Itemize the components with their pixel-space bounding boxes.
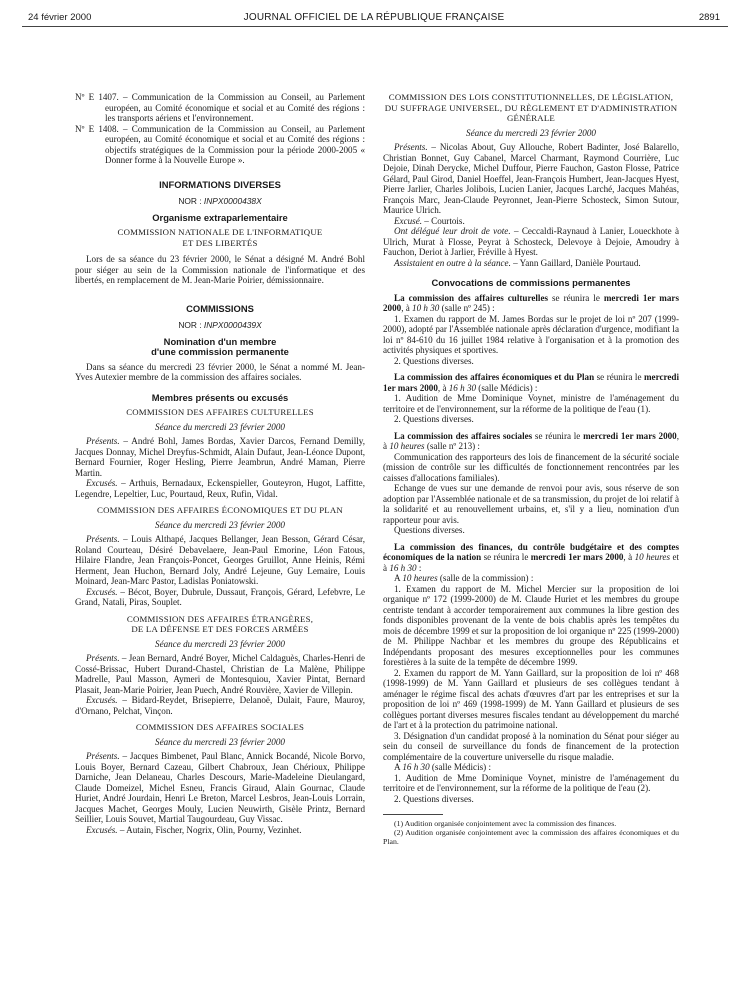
eco-commission-title: COMMISSION DES AFFAIRES ÉCONOMIQUES ET DU PLAN xyxy=(97,505,343,515)
commission-name: La commission des affaires culturelles xyxy=(394,292,549,303)
presents-list: – Jean Bernard, André Boyer, Michel Caldaguès, Charles-Henri de Cossé-Brissac, Hubert Durand-Chastel, Christian de La Malène, Philippe Madrelle, Paul Masson, Aymeri de Montesquiou, Xavier Pintat, Bernard Plasait, Jean-Marie Poirier, Jean Puech, André Rouvière, Xavier de Villepin. xyxy=(75,653,365,695)
presents-label: Présents. xyxy=(86,653,120,663)
item-e1407-text: – Communication de la Commission au Conseil, au Parlement européen, au Comité économique et social et au Comité des régions : les transports aériens et l'environnement. xyxy=(105,92,365,123)
cnil-paragraph: Lors de sa séance du 23 février 2000, le Sénat a désigné M. André Bohl pour siéger au sein de la Commission nationale de l'informatique et des libertés, en remplacement de M. Jean-Marie Poirier, démissionnaire. xyxy=(75,254,365,285)
header-date: 24 février 2000 xyxy=(28,12,92,23)
footnote-1: (1) Audition organisée conjointement avec la commission des finances. xyxy=(394,819,617,828)
excuses-label: Excusés. xyxy=(86,695,118,705)
conv-cult-item1: 1. Examen du rapport de M. James Bordas sur le projet de loi nº 207 (1999-2000), adopté par l'Assemblée nationale après déclaration d'urgence, modifiant la loi nº 84-610 du 16 juillet 1984 relative à l'organisation et à la promotion des activités physiques et sportives. xyxy=(383,313,679,355)
meeting-hour: 16 h 30 xyxy=(389,562,417,573)
etr-presents xyxy=(75,653,365,695)
conv-cult-item2: 2. Questions diverses. xyxy=(394,355,474,366)
meeting-room: (salle Médicis) : xyxy=(429,762,491,772)
left-column xyxy=(75,92,365,835)
text: se réunira le xyxy=(532,430,584,441)
item-e1408 xyxy=(75,124,365,166)
conv-eco-item1: 1. Audition de Mme Dominique Voynet, ministre de l'aménagement du territoire et de l'environnement, sur la réforme de la politique de l'eau (1). xyxy=(383,393,679,414)
text: se réunira le xyxy=(548,292,604,303)
conv-fin-item1: 1. Examen du rapport de M. Michel Mercier sur la proposition de loi organique nº 172 (1999-2000) de M. Claude Huriet et les membres du groupe centriste tendant à accorder temporairement aux communes la libre gestion des fonds disponibles provenant de la vente de bois chablis après les tempêtes du mois de décembre 1999 et sur la proposition de loi organique nº 225 (1999-2000) de M. Philippe Nachbar et les membres du groupe des Républicains et Indépendants proposant des mesures exceptionnelles pour les communes forestières à la suite de la tempête de décembre 1999. xyxy=(383,583,679,667)
text: : xyxy=(416,562,422,573)
cult-session-date: Séance du mercredi 23 février 2000 xyxy=(155,421,285,432)
excuses-list: – Arthuis, Bernadaux, Eckenspieller, Gouteyron, Hugot, Laffitte, Legendre, Lepeltier, Luc, Pourtaud, Reux, Rufin, Vidal. xyxy=(75,478,365,499)
lois-delegations xyxy=(383,226,679,258)
text: , à xyxy=(437,382,449,393)
presents-label: Présents. xyxy=(394,142,428,152)
text: se réunira le xyxy=(481,552,531,562)
conv-fin-morning xyxy=(383,573,679,584)
cnil-title-line2: ET DES LIBERTÉS xyxy=(182,237,258,248)
lois-presents xyxy=(383,142,679,216)
conv-soc-intro xyxy=(383,431,679,452)
excuses-list: – Bidard-Reydet, Brisepierre, Delanoë, Dulait, Faure, Mauroy, d'Ornano, Pelchat, Vinçon. xyxy=(75,695,365,716)
lois-commission-title: COMMISSION DES LOIS CONSTITUTIONNELLES, DE LÉGISLATION, DU SUFFRAGE UNIVERSEL, DU RÈGLEMENT ET D'ADMINISTRATION GÉNÉRALE xyxy=(384,92,678,123)
presents-list: – Jacques Bimbenet, Paul Blanc, Annick Bocandé, Nicole Borvo, Louis Boyer, Bernard Cazeau, Gilbert Chabroux, Jean Chérioux, Philippe Darniche, Jean Delaneau, Charles Descours, Marie-Madeleine Dieulangard, Claude Domeizel, Michel Esneu, Francis Giraud, Alain Gournac, Claude Huriet, André Jourdain, Henri Le Breton, Marcel Lesbros, Jean-Louis Lorrain, Jacques Machet, Georges Mouly, Lucien Neuwirth, Gisèle Printz, Bernard Seillier, Louis Souvet, Martial Taugourdeau, Guy Vissac. xyxy=(75,751,365,824)
meeting-hour: 10 h 30 xyxy=(412,303,440,313)
text: A xyxy=(394,573,403,583)
cult-presents xyxy=(75,436,365,478)
soc-commission-title: COMMISSION DES AFFAIRES SOCIALES xyxy=(135,722,305,732)
membres-title: Membres présents ou excusés xyxy=(151,391,289,403)
conv-fin-afternoon xyxy=(383,762,679,773)
cult-excuses xyxy=(75,478,365,499)
excuse-list: – Courtois. xyxy=(422,215,465,226)
meeting-room: (salle nº 213) : xyxy=(424,441,480,451)
eco-presents xyxy=(75,534,365,587)
presents-list: – Nicolas About, Guy Allouche, Robert Badinter, José Balarello, Christian Bonnet, Guy Cabanel, Marcel Charmant, Raymond Courrière, Luc Dejoie, Dinah Derycke, Michel Duffour, Pierre Fauchon, Gaston Flosse, Patrice Gélard, Paul Girod, Daniel Hoeffel, Jean-François Humbert, Jean-Jacques Hyest, Pierre Jarlier, Charles Jolibois, Lucien Lanier, Jacques Larché, Jacques Mahéas, François Marc, Jean-Claude Peyronnet, Jean-Pierre Schosteck, Simon Sutour, Maurice Ulrich. xyxy=(383,142,679,215)
etr-excuses xyxy=(75,695,365,716)
presents-label: Présents. xyxy=(86,534,120,544)
assist-label: Assistaient en outre à la séance. xyxy=(394,257,511,268)
meeting-date: mercredi 1er mars 2000 xyxy=(530,552,624,562)
conv-eco-intro xyxy=(383,372,679,393)
meeting-room: (salle nº 245) : xyxy=(439,303,495,313)
header-rule xyxy=(22,26,728,27)
conv-soc-item1: Communication des rapporteurs des lois de financement de la sécurité sociale (mission de contrôle sur les difficultés de fonctionnement rencontrées par les caisses d'allocations familiales). xyxy=(383,451,679,483)
conv-eco-item2: 2. Questions diverses. xyxy=(394,414,474,424)
conv-fin-b-item2: 2. Questions diverses. xyxy=(394,793,474,804)
soc-presents xyxy=(75,751,365,825)
nor-prefix: NOR : xyxy=(178,320,204,330)
text: et à xyxy=(383,552,680,573)
presents-list: – André Bohl, James Bordas, Xavier Darcos, Fernand Demilly, Jacques Donnay, Michel Dreyfus-Schmidt, Alain Dufaut, Jean-Léonce Dupont, Bernard Fournier, Roger Hesling, Pierre Jeambrun, André Maman, Pierre Martin. xyxy=(75,436,365,478)
etr-commission-title-line2: DE LA DÉFENSE ET DES FORCES ARMÉES xyxy=(131,624,309,634)
lois-excuse xyxy=(383,216,679,227)
etr-commission-title-line1: COMMISSION DES AFFAIRES ÉTRANGÈRES, xyxy=(126,613,314,624)
text: , à xyxy=(623,552,635,562)
section-title-commissions: COMMISSIONS xyxy=(186,302,254,314)
commission-name: La commission des finances, du contrôle budgétaire et des comptes économiques de la nation xyxy=(383,541,679,562)
excuses-label: Excusés. xyxy=(86,478,118,488)
commission-name: La commission des affaires sociales xyxy=(394,430,533,441)
subtitle-organisme: Organisme extraparlementaire xyxy=(152,211,288,223)
conv-fin-intro xyxy=(383,542,679,574)
meeting-hour: 10 heures xyxy=(634,552,671,562)
meeting-hour: 10 heures xyxy=(402,573,438,583)
conv-fin-b-item1: 1. Audition de Mme Dominique Voynet, ministre de l'aménagement du territoire et de l'environnement, sur la réforme de la politique de l'eau (2). xyxy=(383,772,679,793)
nor-code: INPX0000438X xyxy=(203,196,262,206)
eco-session-date: Séance du mercredi 23 février 2000 xyxy=(155,519,285,530)
nomination-title-line2: d'une commission permanente xyxy=(151,346,289,357)
text: se réunira le xyxy=(594,372,644,382)
meeting-date: mercredi 1er mars 2000 xyxy=(583,430,677,441)
conv-soc-item2: Echange de vues sur une demande de renvoi pour avis, sous réserve de son adoption par l'Assemblée nationale et de sa transmission, du projet de loi relatif à la solidarité et au renouvellement urbains, et, s'il y a lieu, nomination d'un rapporteur pour avis. xyxy=(383,483,679,525)
eco-excuses xyxy=(75,587,365,608)
lois-assistaient xyxy=(383,258,679,269)
delegue-list: – Ceccaldi-Raynaud à Lanier, Loueckhote à Ulrich, Murat à Flosse, Peyrat à Schosteck, Delevoye à Dejoie, Amoudry à Fauchon, Deriot à Jarlier, Fréville à Hyest. xyxy=(383,226,679,257)
right-column xyxy=(383,92,679,846)
excuse-label: Excusé. xyxy=(394,215,423,226)
meeting-room: (salle de la commission) : xyxy=(437,573,534,583)
section-title-informations: INFORMATIONS DIVERSES xyxy=(159,178,281,190)
presents-label: Présents. xyxy=(86,436,120,446)
nor-commissions xyxy=(75,320,365,331)
text: A xyxy=(394,762,403,772)
text: , à xyxy=(401,303,413,313)
item-e1407 xyxy=(75,92,365,124)
meeting-room: (salle Médicis) : xyxy=(476,382,538,393)
commission-name: La commission des affaires économiques et du Plan xyxy=(394,372,595,382)
item-e1408-text: – Communication de la Commission au Conseil, au Parlement européen, au Comité économique et social et au Comité des régions : objectifs stratégiques de la Commission pour la période 2000-2005 « Donner forme à la Nouvelle Europe ». xyxy=(105,123,365,165)
presents-list: – Louis Althapé, Jacques Bellanger, Jean Besson, Gérard César, Roland Courteau, Désiré Debavelaere, Jean-Paul Emorine, Léon Fatous, Hilaire Flandre, Jean François-Poncet, Georges Gruillot, Anne Heinis, Rémi Herment, Jean Huchon, Bernard Joly, André Lejeune, Guy Lemaire, Louis Moinard, Jean-Marc Pastor, Ladislas Poniatowski. xyxy=(75,534,365,586)
conv-fin-item2: 2. Examen du rapport de M. Yann Gaillard, sur la proposition de loi nº 468 (1998-1999) de M. Yann Gaillard et plusieurs de ses collègues tendant à aménager le régime fiscal des achats d'œuvres d'art par les entreprises et sur la proposition de loi nº 469 (1998-1999) de M. Yann Gaillard et plusieurs de ses collègues portant diverses mesures fiscales tendant au développement du marché de l'art et à la protection du patrimoine national. xyxy=(383,667,679,730)
item-e1408-number: Nº E 1408. xyxy=(75,123,119,134)
convocations-title: Convocations de commissions permanentes xyxy=(431,277,631,288)
soc-excuses xyxy=(75,825,365,836)
cnil-title-line1: COMMISSION NATIONALE DE L'INFORMATIQUE xyxy=(117,227,323,237)
etr-session-date: Séance du mercredi 23 février 2000 xyxy=(155,638,285,649)
header-page-number: 2891 xyxy=(698,12,720,23)
text: , à xyxy=(383,430,679,451)
nor-code: INPX0000439X xyxy=(203,320,262,330)
nor-informations xyxy=(75,196,365,207)
excuses-list: – Autain, Fischer, Nogrix, Olin, Pourny, Vezinhet. xyxy=(117,824,302,835)
meeting-date: mercredi 1er mars 2000 xyxy=(383,372,679,393)
conv-cult-intro xyxy=(383,293,679,314)
assist-list: – Yann Gaillard, Danièle Pourtaud. xyxy=(510,257,641,268)
meeting-hour: 16 h 30 xyxy=(402,762,430,772)
footnote-2: (2) Audition organisée conjointement avec la commission des affaires économiques et du Plan. xyxy=(383,828,679,846)
meeting-hour: 16 h 30 xyxy=(448,382,477,393)
conv-soc-item3: Questions diverses. xyxy=(394,525,465,535)
meeting-date: mercredi 1er mars 2000 xyxy=(383,292,679,313)
soc-session-date: Séance du mercredi 23 février 2000 xyxy=(155,736,285,747)
nomination-title-line1: Nomination d'un membre xyxy=(163,335,277,347)
nor-prefix: NOR : xyxy=(178,196,204,206)
cult-commission-title: COMMISSION DES AFFAIRES CULTURELLES xyxy=(126,407,314,417)
nomination-paragraph: Dans sa séance du mercredi 23 février 2000, le Sénat a nommé M. Jean-Yves Autexier membre de la commission des affaires sociales. xyxy=(75,361,365,382)
footnote-rule xyxy=(383,814,443,815)
excuses-label: Excusés. xyxy=(86,586,118,597)
lois-session-date: Séance du mercredi 23 février 2000 xyxy=(466,127,596,138)
presents-label: Présents. xyxy=(86,751,120,761)
excuses-label: Excusés. xyxy=(86,824,118,835)
delegue-label: Ont délégué leur droit de vote. xyxy=(394,226,511,236)
meeting-hour: 10 heures xyxy=(389,441,425,451)
header-journal-title: JOURNAL OFFICIEL DE LA RÉPUBLIQUE FRANÇAISE xyxy=(243,12,505,23)
item-e1407-number: Nº E 1407. xyxy=(75,92,119,102)
conv-fin-item3: 3. Désignation d'un candidat proposé à la nomination du Sénat pour siéger au sein du conseil de surveillance du fonds de financement de la protection complémentaire de la couverture universelle du risque maladie. xyxy=(383,730,679,762)
excuses-list: – Bécot, Boyer, Dubrule, Dussaut, François, Gérard, Lefebvre, Le Grand, Natali, Piras, Souplet. xyxy=(75,586,365,607)
